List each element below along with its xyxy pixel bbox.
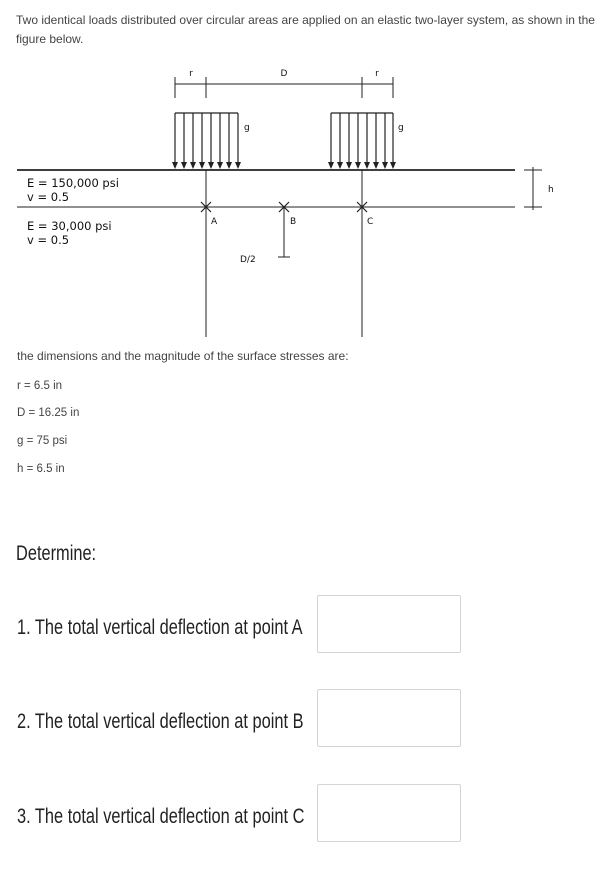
label-D: D	[280, 69, 288, 79]
label-g-right: g	[398, 123, 404, 133]
answer-input-point-a[interactable]	[317, 595, 461, 653]
param-D: D = 16.25 in	[17, 407, 80, 419]
params-heading: the dimensions and the magnitude of the surface stresses are:	[17, 349, 349, 363]
param-r: r = 6.5 in	[17, 380, 63, 392]
label-D-half: D/2	[240, 255, 256, 265]
label-h: h	[548, 185, 554, 195]
layer1-v: v = 0.5	[27, 190, 70, 204]
load-left	[172, 113, 241, 169]
two-layer-system-figure	[0, 0, 608, 345]
label-r-right: r	[375, 69, 379, 79]
load-right	[328, 113, 396, 169]
question-3: 3. The total vertical deflection at point C	[17, 805, 305, 828]
question-1: 1. The total vertical deflection at point A	[17, 616, 303, 639]
label-g-left: g	[244, 123, 250, 133]
answer-input-point-b[interactable]	[317, 689, 461, 747]
problem-intro: Two identical loads distributed over circular areas are applied on an elastic two-layer system, as shown in the figure below.	[16, 13, 595, 46]
label-point-B: B	[290, 217, 297, 227]
layer2-v: v = 0.5	[27, 233, 70, 247]
layer1-E: E = 150,000 psi	[27, 176, 119, 190]
label-r-left: r	[189, 69, 193, 79]
question-2: 2. The total vertical deflection at point B	[17, 710, 304, 733]
layer2-E: E = 30,000 psi	[27, 219, 112, 233]
param-h: h = 6.5 in	[17, 463, 65, 475]
answer-input-point-c[interactable]	[317, 784, 461, 842]
label-point-C: C	[367, 217, 374, 227]
param-g: g = 75 psi	[17, 435, 68, 447]
label-point-A: A	[211, 217, 218, 227]
determine-heading: Determine:	[16, 542, 97, 565]
